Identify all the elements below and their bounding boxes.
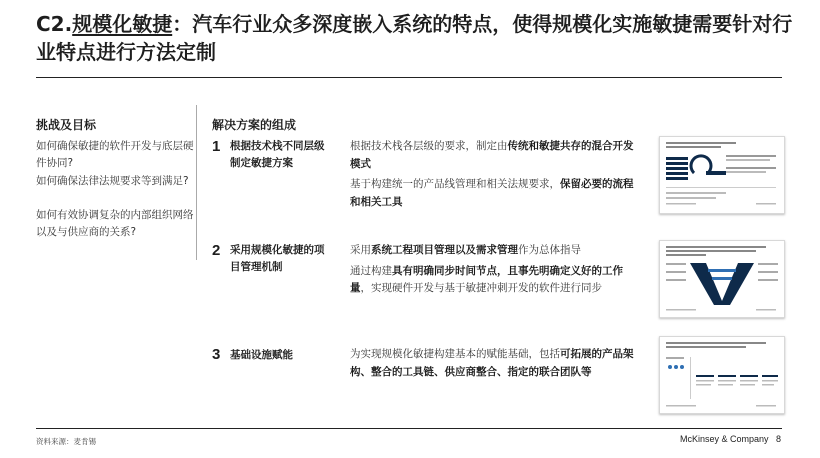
solution-1-number: 1 <box>212 138 221 155</box>
title-rest: ：汽车行业众多深度嵌入系统的特点，使得规模化实施敏捷需要针对行业特点进行方法定制 <box>36 12 793 64</box>
source-note: 资料来源：麦肯锡 <box>36 437 96 446</box>
thumbnail-prerequisites <box>659 336 785 414</box>
page-title <box>36 10 796 66</box>
column-divider <box>196 105 197 260</box>
solution-1-description: 根据技术栈各层级的要求，制定由传统和敏捷共存的混合开发模式 基于构建统一的产品线管理和相关法规要求，保留必要的流程和相关工具 <box>350 140 634 208</box>
top-rule <box>36 77 782 78</box>
solution-2-title: 采用规模化敏捷的项目管理机制 <box>230 244 325 273</box>
title-underlined: 规模化敏捷 <box>72 12 173 36</box>
question-3: 如何有效协调复杂的内部组织网络以及与供应商的关系? <box>36 209 194 238</box>
challenges-heading: 挑战及目标 <box>36 118 97 132</box>
brand-label: McKinsey & Company <box>680 434 769 444</box>
solution-2-description: 采用系统工程项目管理以及需求管理作为总体指导 通过构建具有明确同步时间节点，且事先明确定义好的工作量，实现硬件开发与基于敏捷冲刺开发的软件进行同步 <box>350 244 623 294</box>
solution-3-number: 3 <box>212 346 221 363</box>
page-number: 8 <box>776 434 782 444</box>
solution-3-title: 基础设施赋能 <box>230 349 293 361</box>
bottom-rule <box>36 428 782 429</box>
thumbnail-v-model <box>659 240 785 318</box>
solution-3-description: 为实现规模化敏捷构建基本的赋能基础，包括可拓展的产品架构、整合的工具链、供应商整合、指定的联合团队等 <box>350 348 634 378</box>
question-1: 如何确保敏捷的软件开发与底层硬件协同? <box>36 140 194 169</box>
question-2: 如何确保法律法规要求等到满足? <box>36 175 189 187</box>
title-prefix: C2. <box>36 12 73 36</box>
solution-2-number: 2 <box>212 242 221 259</box>
thumbnail-hybrid-approach <box>659 136 785 214</box>
solution-1-title: 根据技术栈不同层级制定敏捷方案 <box>230 140 325 169</box>
solutions-heading: 解决方案的组成 <box>212 118 297 132</box>
